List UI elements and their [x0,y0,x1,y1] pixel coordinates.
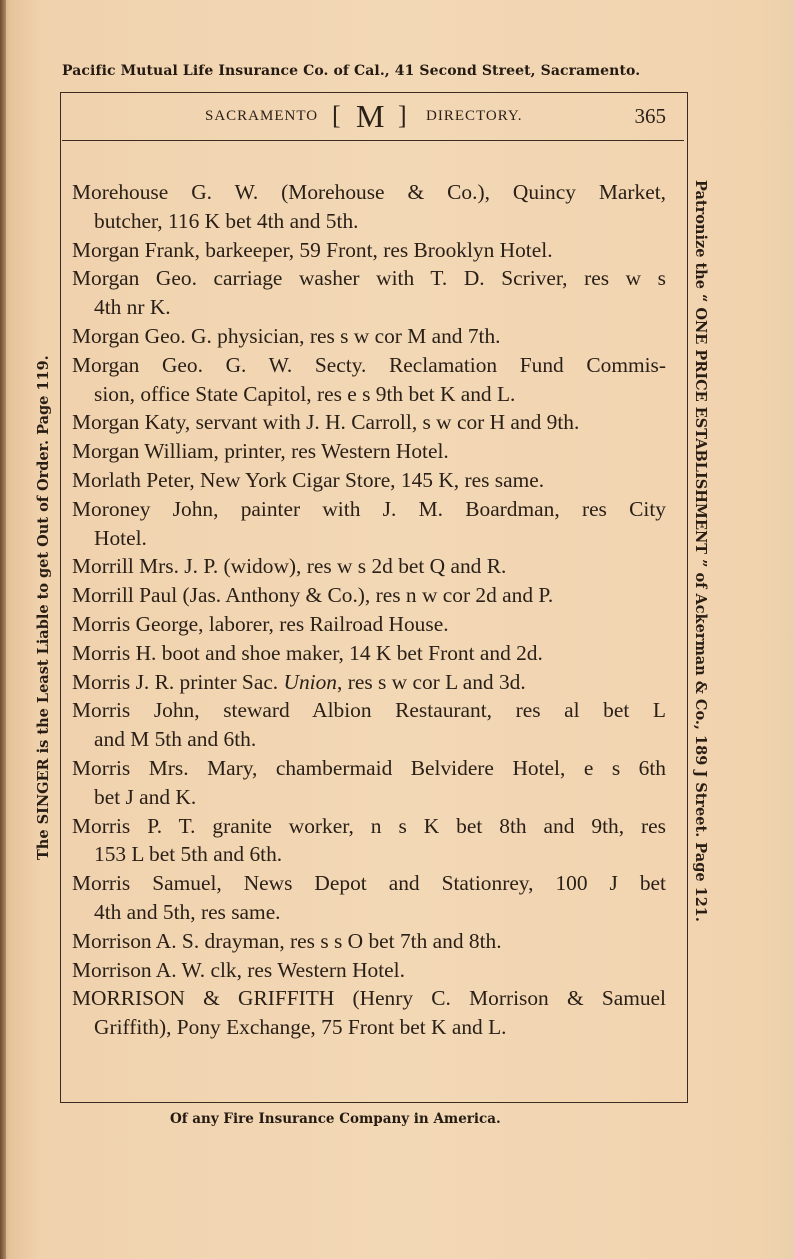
entry-line: Morris George, laborer, res Railroad House. [72,611,449,636]
entry-line: Morris Samuel, News Depot and Stationrey, 100 J bet [72,871,666,896]
directory-entries [72,178,666,1042]
entry-line: Morgan Geo. carriage washer with T. D. Scriver, res w s [72,266,666,291]
entry-line: Morgan Geo. G. physician, res s w cor M and 7th. [72,323,501,348]
directory-entry [72,956,666,985]
entry-continuation-line: butcher, 116 K bet 4th and 5th. [94,208,359,233]
entry-continuation-line: 4th and 5th, res same. [94,899,281,924]
directory-entry [72,236,666,265]
directory-entry [72,408,666,437]
entry-line: Morris John, steward Albion Restaurant, res al bet L [72,698,666,723]
header-bracket-close: ] [398,101,407,130]
directory-entry [72,639,666,668]
page-spine-edge [0,0,6,1259]
entry-line: Morris Mrs. Mary, chambermaid Belvidere Hotel, e s 6th [72,755,666,780]
directory-entry [72,754,666,812]
entry-continuation-line: bet J and K. [94,784,197,809]
directory-entry [72,552,666,581]
entry-line: Morgan William, printer, res Western Hotel. [72,439,449,464]
entry-continuation-line: sion, office State Capitol, res e s 9th bet K and L. [94,381,516,406]
top-advertisement: Pacific Mutual Life Insurance Co. of Cal., 41 Second Street, Sacramento. [62,63,641,79]
directory-entry [72,495,666,553]
header-city: SACRAMENTO [205,108,319,124]
directory-entry [72,812,666,870]
directory-entry [72,927,666,956]
entry-line: Morgan Katy, servant with J. H. Carroll, s w cor H and 9th. [72,410,580,435]
entry-line: Morris H. boot and shoe maker, 14 K bet Front and 2d. [72,640,543,665]
entry-continuation-line: and M 5th and 6th. [94,727,257,752]
page-number: 365 [634,104,666,128]
newspaper-name: Union [283,669,337,694]
entry-line: Morris P. T. granite worker, n s K bet 8th and 9th, res [72,813,666,838]
entry-line: Morrison A. S. drayman, res s s O bet 7th and 8th. [72,928,502,953]
entry-line: Morrill Mrs. J. P. (widow), res w s 2d bet Q and R. [72,554,507,579]
directory-entry [72,610,666,639]
directory-entry [72,437,666,466]
header-bracket-open: [ [332,101,341,130]
directory-entry [72,696,666,754]
entry-line: Morehouse G. W. (Morehouse & Co.), Quincy Market, [72,180,666,204]
directory-entry [72,264,666,322]
left-margin-advertisement: The SINGER is the Least Liable to get Out of Order. Page 119. [35,355,52,860]
entry-line: Morgan Geo. G. W. Secty. Reclamation Fund Commis- [72,352,666,377]
entry-continuation-line: 153 L bet 5th and 6th. [94,842,283,867]
running-header [62,96,684,141]
directory-entry [72,869,666,927]
right-margin-advertisement: Patronize the “ ONE PRICE ESTABLISHMENT ” of Ackerman & Co., 189 J Street. Page 121. [692,180,709,922]
bottom-advertisement: Of any Fire Insurance Company in America. [170,1111,501,1127]
entry-line: Morrill Paul (Jas. Anthony & Co.), res n w cor 2d and P. [72,583,554,608]
directory-entry [72,178,666,236]
entry-line: Morlath Peter, New York Cigar Store, 145 K, res same. [72,467,545,492]
directory-entry [72,984,666,1042]
directory-entry [72,581,666,610]
entry-line: Moroney John, painter with J. M. Boardman, res City [72,496,666,521]
directory-entry [72,466,666,495]
entry-line: Morris J. R. printer Sac. Union, res s w cor L and 3d. [72,669,526,694]
header-section-letter: M [356,98,385,134]
directory-entry [72,668,666,697]
entry-line: Morgan Frank, barkeeper, 59 Front, res Brooklyn Hotel. [72,237,553,262]
entry-line: Morrison A. W. clk, res Western Hotel. [72,957,405,982]
header-directory: DIRECTORY. [426,108,523,124]
directory-entry [72,351,666,409]
entry-continuation-line: 4th nr K. [94,295,171,320]
entry-line: MORRISON & GRIFFITH (Henry C. Morrison & Samuel [72,986,666,1011]
entry-continuation-line: Griffith), Pony Exchange, 75 Front bet K and L. [94,1015,507,1040]
directory-entry [72,322,666,351]
entry-continuation-line: Hotel. [94,525,147,550]
